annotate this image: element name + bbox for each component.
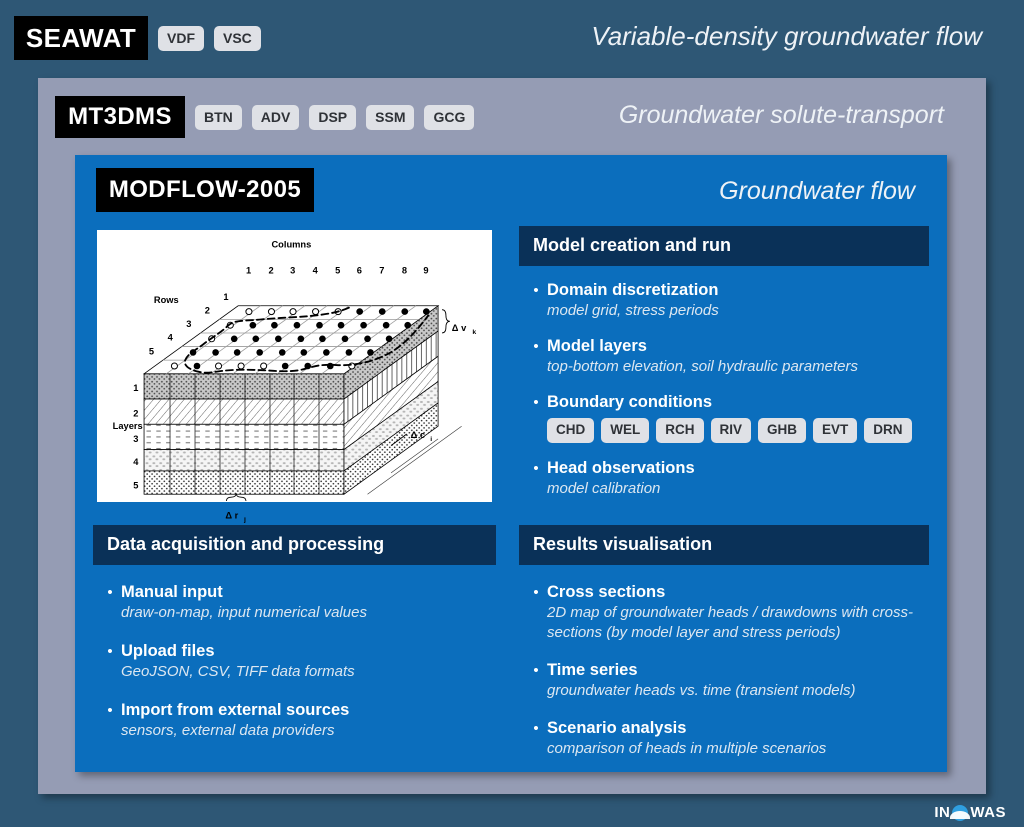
package-badge-vdf[interactable]: VDF xyxy=(158,26,204,51)
panel-model-creation-and-run xyxy=(519,226,929,514)
panel-results-visualisation xyxy=(519,525,929,774)
svg-text:5: 5 xyxy=(335,265,341,276)
panel-body-data-acquisition xyxy=(93,565,496,741)
boundary-chip-chd[interactable]: CHD xyxy=(547,418,594,443)
svg-text:Δ v: Δ v xyxy=(451,323,467,334)
list-item-subtitle: model grid, stress periods xyxy=(547,302,719,319)
list-item[interactable] xyxy=(525,280,923,321)
list-item-subtitle: top-bottom elevation, soil hydraulic parameters xyxy=(547,358,858,375)
list-item-subtitle: draw-on-map, input numerical values xyxy=(121,604,367,621)
list-item[interactable] xyxy=(99,582,490,623)
diagram-label-rows: Rows xyxy=(153,294,179,305)
package-badge-gcg[interactable]: GCG xyxy=(424,105,474,130)
list-item[interactable] xyxy=(525,582,923,643)
mt3dms-band-title: Groundwater solute-transport xyxy=(618,101,944,129)
svg-text:3: 3 xyxy=(133,433,139,444)
package-badge-vsc[interactable]: VSC xyxy=(214,26,261,51)
bullet-icon: • xyxy=(107,643,113,660)
boundary-chip-ghb[interactable]: GHB xyxy=(758,418,806,443)
list-item-title: Boundary conditions xyxy=(547,393,712,411)
list-item-title: Domain discretization xyxy=(547,281,719,299)
list-item[interactable] xyxy=(525,660,923,701)
wave-icon xyxy=(952,805,968,821)
inowas-logo[interactable] xyxy=(934,804,1006,821)
panel-header-model-creation: Model creation and run xyxy=(519,226,929,266)
svg-text:8: 8 xyxy=(401,265,408,276)
bullet-icon: • xyxy=(533,338,539,355)
svg-text:Δ r: Δ r xyxy=(225,510,239,521)
svg-text:j: j xyxy=(244,516,246,524)
bullet-icon: • xyxy=(533,720,539,737)
package-badge-dsp[interactable]: DSP xyxy=(309,105,356,130)
boundary-chip-drn[interactable]: DRN xyxy=(864,418,911,443)
svg-text:4: 4 xyxy=(312,265,318,276)
bullet-icon: • xyxy=(533,662,539,679)
svg-text:i: i xyxy=(430,435,433,443)
svg-text:2: 2 xyxy=(133,408,139,419)
list-item-subtitle: groundwater heads vs. time (transient models) xyxy=(547,682,856,699)
modflow-band-title: Groundwater flow xyxy=(719,177,915,205)
svg-text:1: 1 xyxy=(245,265,252,276)
modflow-diagram-frame xyxy=(93,226,496,524)
svg-text:4: 4 xyxy=(133,457,139,468)
diagram-label-columns: Columns xyxy=(271,239,312,250)
panel-header-results: Results visualisation xyxy=(519,525,929,565)
list-item-title: Scenario analysis xyxy=(547,719,687,737)
list-item-title: Cross sections xyxy=(547,583,666,601)
svg-text:7: 7 xyxy=(379,265,385,276)
list-item-title: Time series xyxy=(547,661,638,679)
list-item[interactable] xyxy=(99,641,490,682)
bullet-icon: • xyxy=(533,584,539,601)
svg-text:2: 2 xyxy=(204,305,210,316)
boundary-chip-riv[interactable]: RIV xyxy=(711,418,752,443)
panel-data-acquisition-and-processing xyxy=(93,525,496,756)
list-item-title: Upload files xyxy=(121,642,215,660)
list-item-subtitle: 2D map of groundwater heads / drawdowns with cross-sections (by model layer and stress periods) xyxy=(547,604,914,641)
modflow-name-plate: MODFLOW-2005 xyxy=(96,168,314,212)
boundary-chip-rch[interactable]: RCH xyxy=(656,418,703,443)
list-item-subtitle: GeoJSON, CSV, TIFF data formats xyxy=(121,663,355,680)
package-badge-btn[interactable]: BTN xyxy=(195,105,242,130)
package-badge-adv[interactable]: ADV xyxy=(252,105,300,130)
logo-text-prefix: IN xyxy=(934,804,951,821)
list-item-title: Import from external sources xyxy=(121,701,350,719)
content-area xyxy=(93,226,929,758)
list-item[interactable] xyxy=(525,392,923,443)
list-item-subtitle: comparison of heads in multiple scenarios xyxy=(547,740,827,757)
mt3dms-name-plate: MT3DMS xyxy=(55,96,185,138)
svg-text:6: 6 xyxy=(356,265,362,276)
svg-text:1: 1 xyxy=(223,291,229,302)
diagram-label-layers: Layers xyxy=(112,421,143,432)
list-item[interactable] xyxy=(525,718,923,759)
svg-text:Δ c: Δ c xyxy=(410,429,426,440)
list-item-subtitle: sensors, external data providers xyxy=(121,722,335,739)
list-item-title: Head observations xyxy=(547,458,695,477)
bullet-icon: • xyxy=(107,584,113,601)
svg-text:3: 3 xyxy=(290,265,296,276)
svg-text:5: 5 xyxy=(148,346,155,357)
mt3dms-tag-row xyxy=(55,96,474,138)
svg-text:9: 9 xyxy=(423,265,429,276)
bullet-icon: • xyxy=(533,394,539,411)
seawat-band-title: Variable-density groundwater flow xyxy=(591,21,982,51)
modflow-discretization-diagram xyxy=(97,230,492,524)
boundary-chip-evt[interactable]: EVT xyxy=(813,418,857,443)
list-item-subtitle: model calibration xyxy=(547,479,661,497)
modflow-tag-row xyxy=(96,168,314,212)
bullet-icon: • xyxy=(533,282,539,299)
list-item[interactable] xyxy=(525,336,923,377)
list-item-title: Manual input xyxy=(121,583,223,601)
svg-text:1: 1 xyxy=(133,383,139,394)
logo-text-suffix: WAS xyxy=(970,804,1006,821)
svg-text:4: 4 xyxy=(167,332,173,343)
seawat-tag-row xyxy=(14,16,261,60)
svg-text:5: 5 xyxy=(133,480,139,491)
svg-text:2: 2 xyxy=(268,265,274,276)
panel-body-results xyxy=(519,565,929,759)
boundary-condition-chip-row xyxy=(547,418,923,443)
list-item[interactable] xyxy=(525,458,923,499)
list-item[interactable] xyxy=(99,700,490,741)
bullet-icon: • xyxy=(107,702,113,719)
svg-text:k: k xyxy=(472,328,477,336)
package-badge-ssm[interactable]: SSM xyxy=(366,105,414,130)
panel-header-data-acquisition: Data acquisition and processing xyxy=(93,525,496,565)
bullet-icon: • xyxy=(533,459,539,477)
seawat-name-plate: SEAWAT xyxy=(14,16,148,60)
svg-text:3: 3 xyxy=(186,319,192,330)
boundary-chip-wel[interactable]: WEL xyxy=(601,418,649,443)
panel-body-model-creation xyxy=(519,266,929,499)
list-item-title: Model layers xyxy=(547,337,647,355)
